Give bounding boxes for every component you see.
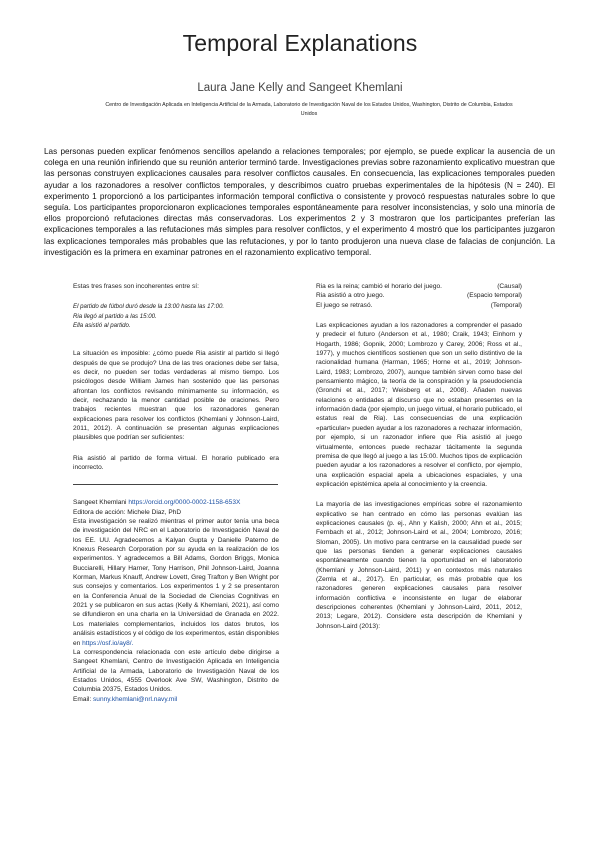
example-sentence: Ella asistió al partido. [73,321,131,329]
example-sentence: El partido de fútbol duró desde la 13:00 hasta las 17:00. [73,303,225,311]
body-paragraph: La mayoría de las investigaciones empíricas sobre el razonamiento explicativo se han centrado en cómo las personas evalúan las explicaciones causales (p. ej., Ahn y Kalish, 2000; Ahn et al., 2015; Fernbach et al., 2012; Johnson-Laird et al., 2004; Lombrozo, 2016; Sloman, 2005). Un motivo para centrarse en la causalidad puede ser que las personas tienden a generar explicaciones causales espontáneamente cuando tienen la oportunidad en el laboratorio (Khemlani y Johnson-Laird, 2011) y en contextos más naturales (Zemla et al., 2017). En particular, es más probable que los razonadores generen explicaciones causales para resolver información conflictiva e inconsistente en lugar de elaborar descripciones coherentes (Khemlani y Johnson-Laird, 2011, 2012, 2013; Legare, 2012). Considere esta descripción de Khemlani y Johnson-Laird (2013): [316,501,522,630]
author-orcid-line [73,498,279,507]
explanation-text: Ria asistió a otro juego. [316,292,385,300]
explanation-item [316,282,522,291]
explanation-label: (Temporal) [490,301,522,309]
abstract: Las personas pueden explicar fenómenos sencillos apelando a relaciones temporales; por ejemplo, se puede explicar la ausencia de un colega en una reunión infiriendo que su reunión anterior terminó tarde. Investigaciones previas sobre razonamiento explicativo muestran que las personas construyen explicaciones causales para resolver conflictos causales. En consecuencia, las explicaciones temporales pueden ayudar a los razonadores a resolver conflictos temporales, y describimos cuatro pruebas experimentales de la hipótesis (N = 240). El experimento 1 proporcionó a los participantes información temporal conflictiva o consistente y provocó respuestas naturales sobre lo que seguía. Los participantes proporcionaron explicaciones temporales espontáneamente para resolver inconsistencias, y solo una minoría de ellos proporcionó refutaciones directas más conservadoras. Los experimentos 2 y 3 mostraron que los participantes preferían las explicaciones temporales a las refutaciones más simples para resolver conflictos, y el experimento 4 mostró que los participantes juzgaron las explicaciones temporales más probables que las refutaciones, y por lo tanto produjeron una nueva clase de falacias de conjunción. La investigación es la primera en examinar patrones en el razonamiento explicativo temporal. [44,147,555,257]
footnote-divider [73,480,279,489]
example-sentences [73,302,279,330]
acknowledgments [73,517,279,648]
body-paragraph: La situación es imposible: ¿cómo puede Ria asistir al partido si llegó después de que se produjo? Una de las tres oraciones debe ser falsa, es decir, no pueden ser todas verdaderas al mismo tiempo. Los psicólogos desde William James han sostenido que las personas afrontan los conflictos revisando mínimamente su información, es decir, rechazando la menor cantidad posible de oraciones. Pero trabajos recientes muestran que los razonadores generan explicaciones para resolver los conflictos (Khemlani y Johnson-Laird, 2011, 2012). A continuación se presentan algunas explicaciones plausibles que podrían ser suficientes: [73,350,279,442]
body-paragraph: Ria asistió al partido de forma virtual. El horario publicado era incorrecto. [73,454,279,472]
examples-intro: Estas tres frases son incoherentes entre sí: [73,283,199,290]
right-column [316,282,522,631]
orcid-author-name: Sangeet Khemlani [73,499,127,507]
left-column [73,282,279,704]
explanation-text: El juego se retrasó. [316,301,373,309]
example-sentence: Ria llegó al partido a las 15:00. [73,312,157,320]
explanation-label: (Espacio temporal) [467,292,522,300]
explanation-item [316,301,522,310]
correspondence: La correspondencia relacionada con este artículo debe dirigirse a Sangeet Khemlani, Centro de Investigación Aplicada en Inteligencia Artificial de la Armada, Laboratorio de Investigación Naval de los Estados Unidos, 4555 Overlook Ave SW, Washington, Distrito de Columbia 20375, Estados Unidos. [73,648,279,694]
email-label: Email: [73,695,92,703]
acknowledgments-text: Esta investigación se realizó mientras el primer autor tenía una beca de investigación del NRC en el Laboratorio de Investigación Naval de los EE. UU. Agradecemos a Kalyan Gupta y Danielle Paterno de Knexus Research Corporation por su ayuda en la realización de los experimentos. Y agradecemos a Bill Adams, Gordon Briggs, Monica Bucciarelli, Hillary Harner, Tony Harrison, Phil Johnson-Laird, Joanna Korman, Markus Knauff, Andrew Lovett, Greg Trafton y Ben Wright por sus consejos y comentarios. Los experimentos 1 y 2 se presentaron en la Conferencia Anual de la Sociedad de Ciencias Cognitivas en 2021 y se publicaron en sus actas (Kelly & Khemlani, 2021), así como se difundieron en una charla en la Universidad de Granada en 2022. Los materiales complementarios, incluidos los datos brutos, los análisis estadísticos y el código de los experimentos, están disponibles en [73,518,279,647]
paper-title: Temporal Explanations [182,30,418,56]
email-line [73,695,279,704]
paper-authors: Laura Jane Kelly and Sangeet Khemlani [197,82,403,94]
action-editor: Editora de acción: Michele Diaz, PhD [73,508,182,516]
explanation-item [316,291,522,300]
explanation-text: Ria es la reina; cambió el horario del juego. [316,283,442,290]
email-link[interactable]: sunny.khemlani@nrl.navy.mil [93,695,178,703]
orcid-link[interactable]: https://orcid.org/0000-0002-1158-653X [128,499,241,507]
author-affiliation: Centro de Investigación Aplicada en Inteligencia Artificial de la Armada, Laboratorio de Investigación Naval de los Estados Unidos, Washington, Distrito de Columbia, Estados Unidos [105,102,513,117]
explanation-label: (Causal) [497,283,522,290]
osf-link[interactable]: https://osf.io/ay8/. [82,639,134,647]
body-paragraph: Las explicaciones ayudan a los razonadores a comprender el pasado y predecir el futuro (Anderson et al., 1980; Craik, 1943; Einhorn y Hogarth, 1986; Gopnik, 2000; Lombrozo y Carey, 2006; Ross et al., 1977), y muchos científicos sostienen que son un sello distintivo de la racionalidad humana (Harman, 1965; Horne et al., 2019; Johnson-Laird, 1983; Lombrozo, 2007), aunque también sirven como base del pensamiento mágico, la teoría de la conspiración y la pseudociencia (Gronchi et al., 2017; Weisberg et al., 2008). Añaden nuevas relaciones o entidades al discurso que no estaban presentes en la información dada (por ejemplo, un juego virtual, el horario publicado, el estatus real de Ria). Las consecuencias de una explicación «particular» pueden ayudar a los razonadores a rechazar información, por ejemplo, si un razonador infiere que Ria asistió al juego virtualmente, entonces puede rechazar tácitamente la segunda premisa de que llegó al juego a las 15:00. Muchos tipos de explicación pueden ayudar a los razonadores a resolver el conflicto, por ejemplo, una explicación espacial apela a ubicaciones espaciales, y una explicación epistémica apela al conocimiento y la creencia. [316,322,522,488]
